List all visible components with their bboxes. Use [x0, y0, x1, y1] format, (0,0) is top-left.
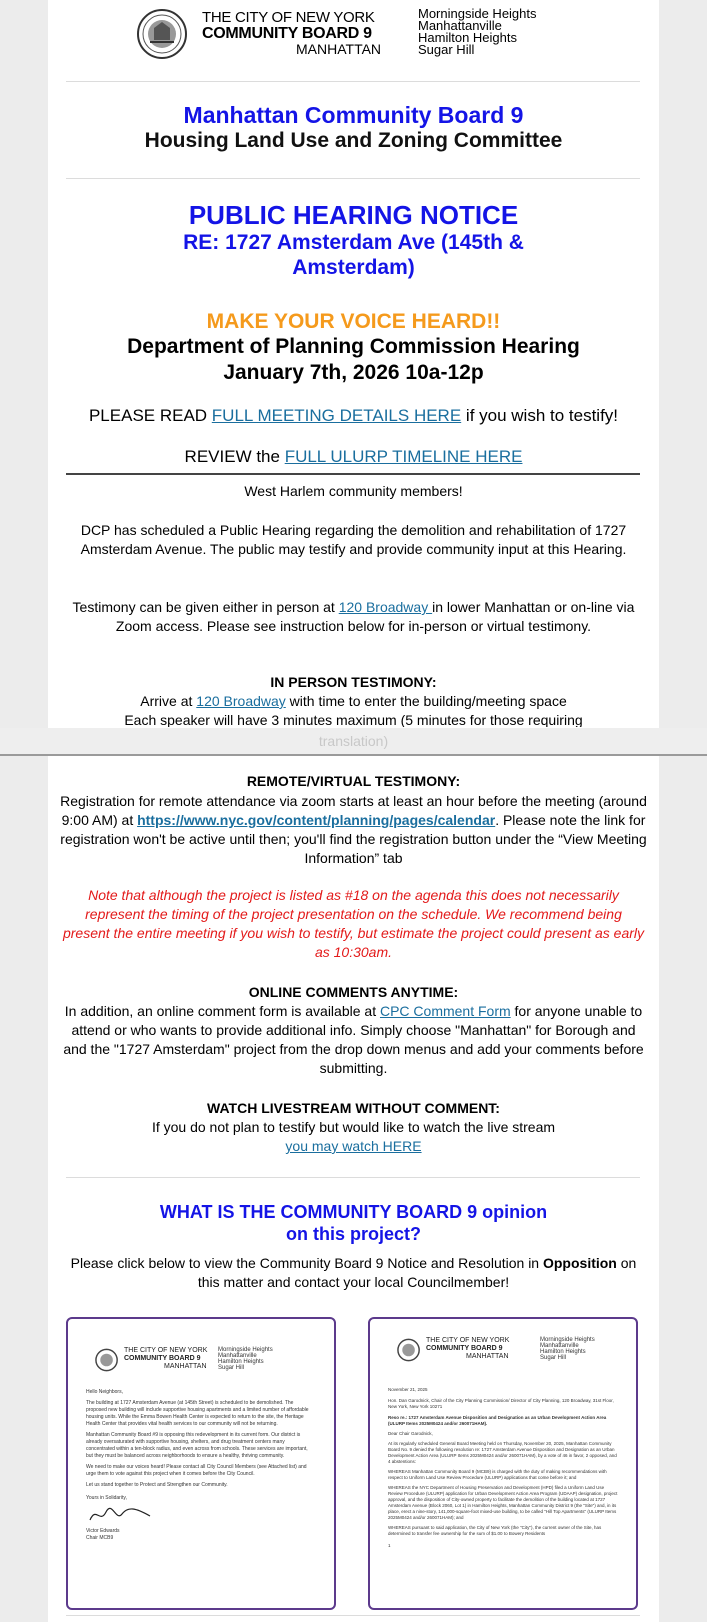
thumb-borough: MANHATTAN — [466, 1353, 509, 1360]
divider — [66, 178, 640, 179]
section-rule — [66, 473, 640, 475]
online-heading: ONLINE COMMENTS ANYTIME: — [248, 984, 459, 1000]
board-name: COMMUNITY BOARD 9 — [202, 25, 372, 42]
arrive-suffix: with time to enter the building/meeting space — [285, 693, 567, 709]
arrive-line — [60, 692, 647, 711]
para2-suffix: in lower Manhattan or on-line via Zoom access. Please see instruction below for in-person or virtual testimony. — [115, 599, 635, 634]
board-title-line: Manhattan Community Board 9 — [183, 102, 524, 128]
borough-name: MANHATTAN — [296, 41, 382, 57]
body-para-2 — [60, 598, 647, 636]
watch-text: If you do not plan to testify but would like to watch the live stream — [151, 1119, 556, 1135]
call-to-action: MAKE YOUR VOICE HEARD!! — [206, 310, 501, 333]
neighborhood-list — [418, 8, 537, 56]
para2-prefix: Testimony can be given either in person at — [72, 599, 339, 615]
opinion-suffix: on this matter and contact your local Councilmember! — [197, 1255, 637, 1290]
ulurp-timeline-link[interactable]: FULL ULURP TIMELINE HERE — [284, 447, 523, 466]
thumb-neighborhood: Manhattanville — [218, 1353, 257, 1359]
thumb-subject: Reso re.: 1727 Amsterdam Avenue Disposition and Designation as an Urban Development Action Area (ULURP Items 2025M0424 and/or 260071HAM). — [388, 1415, 607, 1426]
thumb-city: THE CITY OF NEW YORK — [426, 1337, 510, 1344]
neighborhood-item: Morningside Heights — [418, 6, 537, 21]
committee-title: Housing Land Use and Zoning Committee — [144, 129, 563, 152]
opinion-heading-line: WHAT IS THE COMMUNITY BOARD 9 opinion — [159, 1202, 548, 1222]
read-prefix: PLEASE READ — [88, 406, 212, 425]
thumb-closing: Yours in Solidarity, — [86, 1495, 127, 1501]
remote-heading: REMOTE/VIRTUAL TESTIMONY: — [246, 773, 461, 789]
online-prefix: In addition, an online comment form is available at — [64, 1003, 380, 1019]
divider — [66, 1177, 640, 1178]
divider — [66, 1615, 640, 1616]
opinion-heading — [60, 1201, 647, 1245]
thumb-recipient: Hon. Dan Garodnick, Chair of the City Planning Commission/ Director of City Planning, 120 Broadway, 31st Floor, New York, New York 10271 — [388, 1398, 614, 1409]
notice-re-line: RE: 1727 Amsterdam Ave (145th & — [183, 231, 524, 254]
thumb-paragraph: At its regularly scheduled General Board Meeting held on Thursday, November 20, 2025, Manhattan Community Board No. 9 denied the following resolution re: 1727 Amsterdam Avenue Disposition and Designation as an Urban Development Action Area (ULURP Items 2025M0424 and/or 260071HAM), by a vote of 46 in favor, 2 opposed, and 4 abstentions: — [388, 1441, 617, 1464]
nyc-seal-icon — [396, 1337, 424, 1363]
meeting-details-link[interactable]: FULL MEETING DETAILS HERE — [211, 406, 462, 425]
city-name: THE CITY OF NEW YORK — [202, 9, 375, 26]
thumb-signer-title: Chair MCB9 — [86, 1535, 114, 1541]
thumb-neighborhoods — [218, 1347, 273, 1371]
divider — [66, 81, 640, 82]
thumb-salutation: Dear Chair Garodnick, — [388, 1431, 433, 1436]
cb9-resolution-thumbnail[interactable] — [368, 1317, 638, 1610]
thumb-neighborhood: Hamilton Heights — [540, 1349, 586, 1355]
body-para-1: DCP has scheduled a Public Hearing regarding the demolition and rehabilitation of 1727 Amsterdam Avenue. The public may testify and provide community input at this Hearing. — [80, 522, 627, 557]
livestream-link[interactable]: you may watch HERE — [285, 1138, 422, 1154]
broadway-address-link[interactable]: 120 Broadway — [338, 599, 433, 615]
watch-heading: WATCH LIVESTREAM WITHOUT COMMENT: — [207, 1100, 500, 1116]
remote-para — [60, 792, 647, 868]
board-title — [60, 102, 647, 154]
thumb-board: COMMUNITY BOARD 9 — [426, 1345, 503, 1352]
opinion-text — [60, 1254, 647, 1292]
thumb-date: November 21, 2025 — [388, 1387, 428, 1392]
cb9-notice-thumbnail[interactable] — [66, 1317, 336, 1610]
broadway-link[interactable]: 120 Broadway — [196, 693, 286, 709]
neighborhood-item: Manhattanville — [418, 18, 502, 33]
notice-re-line: Amsterdam) — [292, 256, 415, 279]
hearing-name: Department of Planning Commission Hearing — [127, 335, 580, 358]
thumb-neighborhood: Hamilton Heights — [218, 1359, 264, 1365]
opinion-bold: Opposition — [542, 1255, 617, 1271]
thumb-paragraph: WHEREAS the NYC Department of Housing Preservation and Development (HPD) filed a Uniform Land Use Review Procedure (ULURP) application for Urban Development Action Area Program (UDAAP) designation, project approval, and the disposition of City-owned property to facilitate the demolition of the building located at 1727 Amsterdam Avenue (Block 2060, Lot 1) in Hamilton Heights, Manhattan Community District 9 (the "Site") and, in its place, erect a nine-story, 141,000-square-foot mixed-use building, to be called "Hill Top Apartments" (ULURP Items 2025M0424 and/or 260071HAM); and — [388, 1485, 618, 1520]
remote-suffix: . Please note the link for registration won't be active until then; you'll find the registration button under the “View Meeting Information” tab — [60, 812, 647, 866]
notice-block — [60, 200, 647, 280]
nyc-seal-icon — [94, 1347, 122, 1373]
thumb-paragraph: We need to make our voices heard! Please contact all City Council Members (see Attached list) and urge them to vote against this project when it comes before the City Council. — [86, 1464, 307, 1477]
body-greeting: West Harlem community members! — [244, 483, 463, 499]
thumb-neighborhood: Morningside Heights — [540, 1337, 595, 1343]
arrive-prefix: Arrive at — [140, 693, 197, 709]
thumb-neighborhood: Manhattanville — [540, 1343, 579, 1349]
thumb-borough: MANHATTAN — [164, 1363, 207, 1370]
hearing-date: January 7th, 2026 10a-12p — [223, 361, 484, 384]
thumb-paragraph: Let us stand together to Protect and Strengthen our Community. — [86, 1482, 228, 1488]
review-timeline — [60, 447, 647, 467]
opinion-heading-line: on this project? — [286, 1224, 421, 1244]
notice-heading: PUBLIC HEARING NOTICE — [188, 200, 519, 230]
speaker-line: Each speaker will have 3 minutes maximum (5 minutes for those requiring — [124, 712, 583, 727]
cpc-comment-form-link[interactable]: CPC Comment Form — [379, 1003, 511, 1019]
translation-note: translation) — [318, 733, 389, 749]
thumb-paragraph: WHEREAS Manhattan Community Board 9 (MCB9) is charged with the duty of making recommendations with respect to Uniform Land Use Review Procedure (ULURP) applications that come before it; and — [388, 1469, 607, 1480]
thumb-paragraph: WHEREAS pursuant to said application, the City of New York (the "City"), the current owner of the Site, has determined to transfer fee ownership for the sum of $1.00 to Bowery Residents — [388, 1525, 602, 1536]
agenda-note: Note that although the project is listed as #18 on the agenda this does not necessarily represent the timing of the project presentation on the schedule. We recommend being present the entire meeting if you wish to testify, but estimate the project could present as early as 10:30am. — [62, 887, 645, 960]
online-suffix: for anyone unable to attend or who wants to provide additional info. Simply choose "Manhattan" for Borough and and the "1727 Amsterdam" project from the drop down menus and add your comments before submitting. — [63, 1003, 644, 1076]
thumb-paragraph: Manhattan Community Board #9 is opposing this redevelopment in its current form. Our district is already oversaturated with supportive housing, shelters, and drug treatment centers many concentrated within a ten-block radius, and even across from schools. These services are important, but they must be balanced across neighborhoods to ensure a healthy, thriving community. — [86, 1432, 308, 1459]
thumb-signer: Victor Edwards — [86, 1528, 120, 1534]
in-person-heading: IN PERSON TESTIMONY: — [270, 674, 437, 690]
thumb-city: THE CITY OF NEW YORK — [124, 1347, 208, 1354]
review-prefix: REVIEW the — [184, 447, 285, 466]
hearing-block — [60, 309, 647, 386]
cb9-logo — [136, 8, 566, 60]
thumb-neighborhood: Sugar Hill — [218, 1365, 245, 1371]
thumb-paragraph: The building at 1727 Amsterdam Avenue (at 145th Street) is scheduled to be demolished. The proposed new building will include supportive housing apartments and a limited number of affordable housing units. While the Emma Bowen Health Center is expected to return to the site, the Heritage Health Center that provides vital health services to our community will not be returning. — [86, 1400, 309, 1427]
nyc-seal-icon — [136, 8, 194, 60]
thumb-resolution — [388, 1387, 618, 1549]
watch-link-line — [60, 1137, 647, 1156]
read-suffix: if you wish to testify! — [461, 406, 619, 425]
dcp-calendar-link[interactable]: https://www.nyc.gov/content/planning/pages/calendar — [137, 812, 496, 828]
fold-shadow — [0, 754, 707, 756]
remote-prefix: Registration for remote attendance via zoom starts at least an hour before the meeting (around 9:00 AM) at — [60, 793, 647, 828]
neighborhood-item: Hamilton Heights — [418, 30, 517, 45]
thumb-neighborhood: Sugar Hill — [540, 1355, 567, 1361]
thumb-neighborhoods — [540, 1337, 595, 1361]
opinion-prefix: Please click below to view the Community Board 9 Notice and Resolution in — [70, 1255, 543, 1271]
thumb-neighborhood: Morningside Heights — [218, 1347, 273, 1353]
signature-icon — [86, 1504, 156, 1526]
online-para — [60, 1002, 647, 1078]
thumb-greeting: Hello Neighbors, — [86, 1389, 123, 1395]
read-details — [60, 406, 647, 426]
thumb-board: COMMUNITY BOARD 9 — [124, 1355, 201, 1362]
neighborhood-item: Sugar Hill — [418, 42, 475, 57]
thumb-letter — [86, 1389, 314, 1542]
thumb-page-number: 1 — [388, 1543, 391, 1548]
